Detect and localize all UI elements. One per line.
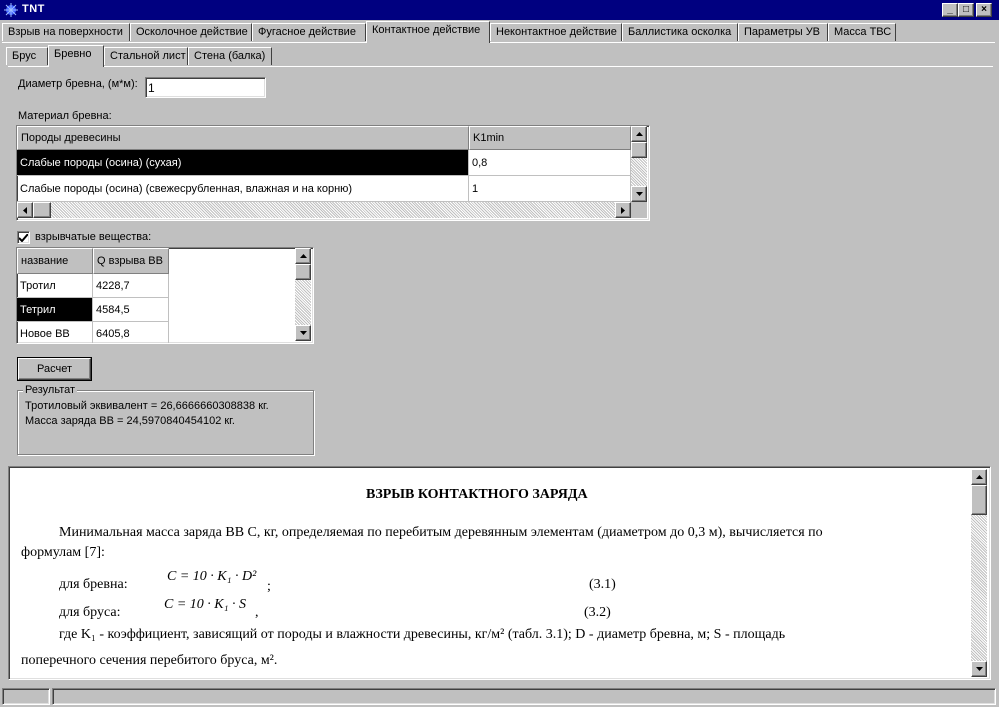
charge-mass-text: Масса заряда ВВ = 24,5970840454102 кг.: [25, 415, 235, 427]
wood-grid-hscrollbar[interactable]: [17, 202, 631, 218]
grid-header-row: [17, 126, 631, 150]
paragraph-text: Минимальная масса заряда ВВ С, кг, определяемая по перебитым деревянным элементам (диаметром до 0,3 м), вычисляется по: [59, 525, 823, 540]
explosive-q-cell[interactable]: 4584,5: [93, 298, 169, 322]
scroll-corner: [631, 202, 647, 218]
arrow-left-icon: [23, 207, 27, 214]
document-viewer: [8, 466, 991, 680]
formula-label-beam: для бруса:: [59, 605, 121, 620]
wood-grid-vscrollbar[interactable]: [631, 126, 647, 202]
table-row[interactable]: [17, 176, 631, 202]
arrow-up-icon: [976, 475, 983, 479]
paragraph-text: поперечного сечения перебитого бруса, м².: [21, 653, 278, 668]
table-row[interactable]: [17, 322, 169, 344]
explosives-label: взрывчатые вещества:: [35, 231, 152, 243]
scroll-right-button[interactable]: [615, 202, 631, 218]
scroll-up-button[interactable]: [631, 126, 647, 142]
subtab-log[interactable]: Бревно: [48, 45, 104, 67]
close-button[interactable]: ×: [976, 3, 992, 17]
tab-shockwave-params[interactable]: Параметры УВ: [738, 23, 828, 41]
diameter-input[interactable]: 1: [145, 77, 266, 98]
column-header-name[interactable]: название: [17, 248, 93, 274]
formula-log: C = 10 · K₁ · D²: [167, 569, 257, 584]
scroll-down-button[interactable]: [295, 325, 311, 341]
arrow-down-icon: [300, 331, 307, 335]
subtab-beam[interactable]: Брус: [6, 47, 48, 65]
tab-fragment-ballistics[interactable]: Баллистика осколка: [622, 23, 738, 41]
formula-number: (3.2): [584, 605, 611, 620]
table-row[interactable]: [17, 274, 169, 298]
scroll-thumb[interactable]: [631, 142, 647, 158]
arrow-up-icon: [300, 254, 307, 258]
k1min-cell[interactable]: 0,8: [469, 150, 631, 176]
species-cell[interactable]: Слабые породы (осина) (сухая): [17, 150, 469, 176]
formula-punctuation: ;: [267, 579, 271, 594]
arrow-down-icon: [636, 192, 643, 196]
material-label: Материал бревна:: [18, 110, 112, 122]
app-icon: [4, 3, 18, 17]
explosive-q-cell[interactable]: 4228,7: [93, 274, 169, 298]
scroll-down-button[interactable]: [631, 186, 647, 202]
tab-blast[interactable]: Фугасное действие: [252, 23, 366, 41]
k1min-cell[interactable]: 1: [469, 176, 631, 202]
tab-contact-action[interactable]: Контактное действие: [366, 21, 490, 43]
arrow-up-icon: [636, 132, 643, 136]
scroll-down-button[interactable]: [971, 661, 987, 677]
diameter-label: Диаметр бревна, (м*м):: [18, 78, 138, 90]
formula-label-log: для бревна:: [59, 577, 128, 592]
result-group-title: Результат: [25, 384, 76, 396]
grid-header-row: [17, 248, 169, 274]
sub-tab-strip: [6, 47, 996, 67]
paragraph-text: формулам [7]:: [21, 545, 105, 560]
explosive-name-cell[interactable]: Тротил: [17, 274, 93, 298]
subtab-strip-edge: [8, 66, 993, 67]
explosives-grid: [16, 247, 314, 344]
formula-beam: C = 10 · K₁ · S: [164, 597, 246, 612]
tnt-equivalent-text: Тротиловый эквивалент = 26,6666660308838 кг.: [25, 400, 269, 412]
window-title: TNT: [22, 3, 45, 15]
tab-surface-explosion[interactable]: Взрыв на поверхности: [2, 23, 130, 41]
main-tab-strip: [2, 23, 997, 43]
table-row[interactable]: [17, 150, 631, 176]
subtab-wall[interactable]: Стена (балка): [188, 47, 272, 65]
explosive-name-cell[interactable]: Новое ВВ: [17, 322, 93, 344]
explosives-vscrollbar[interactable]: [295, 248, 311, 341]
paragraph-text: где K₁ - коэффициент, зависящий от породы и влажности древесины, кг/м² (табл. 3.1); D - диаметр бревна, м; S - площадь: [59, 627, 786, 642]
wood-species-grid: [16, 125, 650, 221]
arrow-down-icon: [976, 667, 983, 671]
formula-number: (3.1): [589, 577, 616, 592]
species-cell[interactable]: Слабые породы (осина) (свежесрубленная, влажная и на корню): [17, 176, 469, 202]
hscroll-thumb[interactable]: [33, 202, 51, 218]
scroll-up-button[interactable]: [295, 248, 311, 264]
title-bar: [0, 0, 999, 20]
tab-tvs-mass[interactable]: Масса ТВС: [828, 23, 896, 41]
tab-fragmentation[interactable]: Осколочное действие: [130, 23, 252, 41]
checkmark-icon: [19, 234, 28, 242]
explosives-checkbox[interactable]: [17, 231, 30, 244]
table-row[interactable]: [17, 298, 169, 322]
calculate-button[interactable]: Расчет: [18, 358, 91, 380]
column-header-k1min[interactable]: K1min: [469, 126, 631, 150]
maximize-button[interactable]: □: [958, 3, 974, 17]
status-bar: [0, 686, 999, 707]
minimize-button[interactable]: _: [942, 3, 958, 17]
status-pane: [52, 688, 996, 705]
scroll-thumb[interactable]: [971, 485, 987, 515]
document-vscrollbar[interactable]: [971, 469, 987, 677]
scroll-up-button[interactable]: [971, 469, 987, 485]
formula-punctuation: ,: [255, 605, 259, 620]
document-heading: ВЗРЫВ КОНТАКТНОГО ЗАРЯДА: [366, 487, 588, 502]
status-pane: [2, 688, 50, 705]
tab-strip-edge: [2, 42, 995, 43]
subtab-steel-sheet[interactable]: Стальной лист: [104, 47, 188, 65]
explosive-name-cell[interactable]: Тетрил: [17, 298, 93, 322]
column-header-species[interactable]: Породы древесины: [17, 126, 469, 150]
column-header-q[interactable]: Q взрыва ВВ: [93, 248, 169, 274]
scroll-thumb[interactable]: [295, 264, 311, 280]
explosive-q-cell[interactable]: 6405,8: [93, 322, 169, 344]
scroll-left-button[interactable]: [17, 202, 33, 218]
tab-noncontact-action[interactable]: Неконтактное действие: [490, 23, 622, 41]
arrow-right-icon: [621, 207, 625, 214]
